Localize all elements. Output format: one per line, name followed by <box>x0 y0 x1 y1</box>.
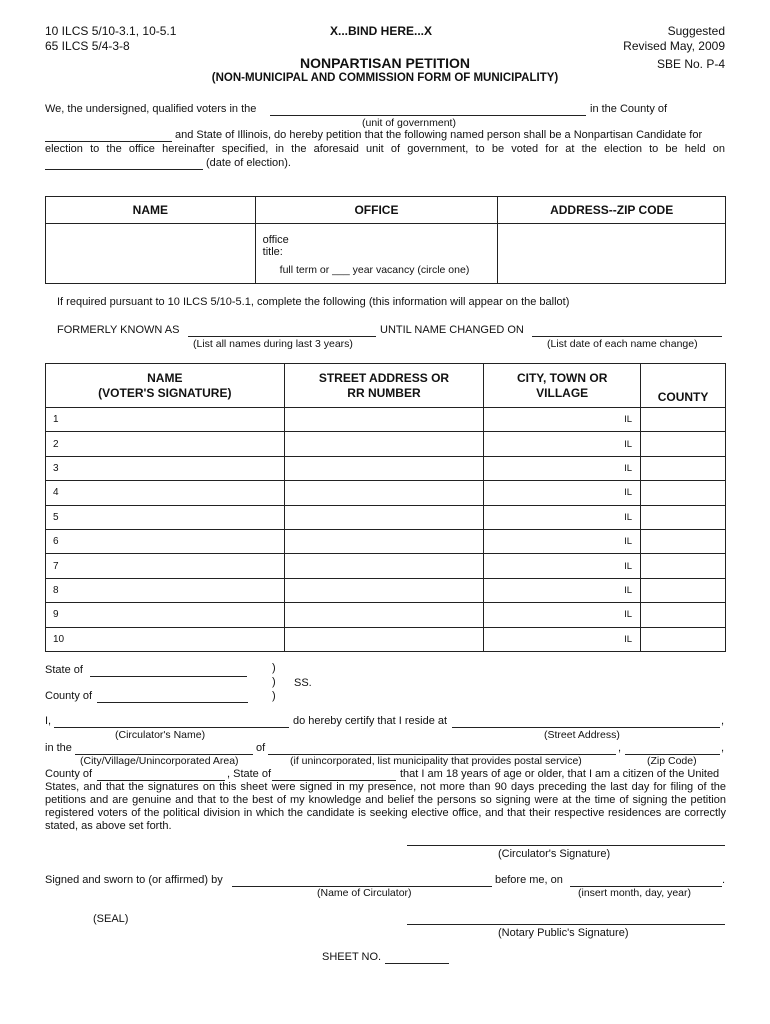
row-number: 10 <box>53 633 65 645</box>
county-cell[interactable] <box>641 456 726 480</box>
age-citizen-text: that I am 18 years of age or older, that I am a citizen of the United <box>400 768 720 780</box>
city-cell[interactable] <box>484 432 641 456</box>
table-row <box>46 408 726 432</box>
before-me-label: before me, on <box>495 874 563 886</box>
affidavit-body-1: States, and that the signatures on this sheet were signed in my presence, not more than 90 days preceding the last day for filing of the <box>45 781 726 793</box>
street-address-caption: (Street Address) <box>544 729 620 741</box>
unit-of-government-caption: (unit of government) <box>362 117 456 129</box>
table-row <box>46 505 726 529</box>
city-cell[interactable] <box>484 627 641 651</box>
list-names-caption: (List all names during last 3 years) <box>193 338 353 350</box>
street-address-cell[interactable] <box>284 529 484 553</box>
street-address-cell[interactable] <box>284 408 484 432</box>
city-cell[interactable] <box>484 408 641 432</box>
voter-name-header-line2: (VOTER'S SIGNATURE) <box>98 385 232 400</box>
voter-signature-cell[interactable] <box>46 505 285 529</box>
insert-date-caption: (insert month, day, year) <box>578 887 692 899</box>
state-of-label-2: , State of <box>227 768 272 780</box>
row-number: 5 <box>53 511 59 523</box>
street-address-field[interactable] <box>452 727 720 728</box>
county-cell[interactable] <box>641 529 726 553</box>
table-row <box>46 529 726 553</box>
candidate-name-header: NAME <box>46 197 256 224</box>
comma-2: , <box>618 742 622 754</box>
row-number: 2 <box>53 438 59 450</box>
affidavit-body-4: stated, as above set forth. <box>45 820 172 832</box>
election-date-field[interactable] <box>45 169 203 170</box>
city-cell[interactable] <box>484 603 641 627</box>
street-address-cell[interactable] <box>284 578 484 602</box>
unit-of-government-field[interactable] <box>270 115 586 116</box>
name-of-circulator-caption: (Name of Circulator) <box>317 887 412 899</box>
city-caption: (City/Village/Unincorporated Area) <box>80 755 239 767</box>
table-row <box>46 627 726 651</box>
city-cell[interactable] <box>484 505 641 529</box>
list-dates-caption: (List date of each name change) <box>547 338 698 350</box>
bracket-2: ) <box>272 676 276 688</box>
statute-reference-1: 10 ILCS 5/10-3.1, 10-5.1 <box>45 24 177 38</box>
i-label: I, <box>45 715 52 727</box>
affidavit-body-3: registered voters of the political division in which the candidate is seeking elective office, and that their respective residences are correctly <box>45 807 726 819</box>
title-label: title: <box>262 246 283 258</box>
formerly-known-as-field[interactable] <box>188 336 376 337</box>
county-of-label-2: County of <box>45 768 93 780</box>
street-address-header-line2: RR NUMBER <box>347 385 421 400</box>
county-field[interactable] <box>45 141 172 142</box>
name-change-date-field[interactable] <box>532 336 722 337</box>
state-abbrev: IL <box>624 536 633 548</box>
until-name-changed-label: UNTIL NAME CHANGED ON <box>380 324 524 336</box>
voter-signature-cell[interactable] <box>46 456 285 480</box>
city-cell[interactable] <box>484 578 641 602</box>
state-abbrev: IL <box>624 584 633 596</box>
candidate-office-header: OFFICE <box>255 197 498 224</box>
table-row <box>46 456 726 480</box>
circulator-signature-field[interactable] <box>407 845 725 846</box>
city-header <box>484 364 641 408</box>
signature-table <box>45 363 726 652</box>
voter-signature-cell[interactable] <box>46 481 285 505</box>
voter-signature-cell[interactable] <box>46 578 285 602</box>
row-number: 7 <box>53 560 59 572</box>
county-cell[interactable] <box>641 408 726 432</box>
bracket-1: ) <box>272 662 276 674</box>
voter-signature-cell[interactable] <box>46 627 285 651</box>
sheet-no-label: SHEET NO. <box>322 951 382 963</box>
city-header-line1: CITY, TOWN OR <box>516 370 608 385</box>
street-address-cell[interactable] <box>284 505 484 529</box>
city-header-line2: VILLAGE <box>536 385 589 400</box>
bracket-3: ) <box>272 690 276 702</box>
page-subtitle: (NON-MUNICIPAL AND COMMISSION FORM OF MUNICIPALITY) <box>211 72 559 84</box>
row-number: 8 <box>53 584 59 596</box>
formerly-known-as-label: FORMERLY KNOWN AS <box>57 324 180 336</box>
row-number: 6 <box>53 536 59 548</box>
street-address-header-line1: STREET ADDRESS OR <box>318 370 450 385</box>
candidate-address-header: ADDRESS--ZIP CODE <box>498 197 726 224</box>
candidate-office-cell[interactable] <box>255 224 498 284</box>
candidate-name-cell[interactable] <box>46 224 256 284</box>
city-cell[interactable] <box>484 529 641 553</box>
ss-label: SS. <box>294 677 312 689</box>
street-address-cell[interactable] <box>284 481 484 505</box>
county-cell[interactable] <box>641 505 726 529</box>
period: . <box>722 874 726 886</box>
sheet-no-field[interactable] <box>385 963 449 964</box>
voter-signature-cell[interactable] <box>46 432 285 456</box>
row-number: 1 <box>53 414 59 426</box>
state-abbrev: IL <box>624 511 633 523</box>
county-cell[interactable] <box>641 627 726 651</box>
voter-signature-cell[interactable] <box>46 603 285 627</box>
circulator-name-field[interactable] <box>54 727 289 728</box>
comma-3: , <box>721 742 725 754</box>
candidate-address-cell[interactable] <box>498 224 726 284</box>
state-of-field[interactable] <box>90 676 247 677</box>
table-row <box>46 432 726 456</box>
comma-1: , <box>721 715 725 727</box>
of-label: of <box>256 742 266 754</box>
notary-signature-caption: (Notary Public's Signature) <box>498 927 629 939</box>
state-abbrev: IL <box>624 633 633 645</box>
suggested-label: Suggested <box>667 24 725 38</box>
certify-text: do hereby certify that I reside at <box>293 715 448 727</box>
intro-state-text: and State of Illinois, do hereby petition that the following named person shall be a Nonpartisan Candidate for <box>175 129 703 141</box>
state-abbrev: IL <box>624 560 633 572</box>
revised-date: Revised May, 2009 <box>623 39 725 53</box>
table-row <box>46 481 726 505</box>
table-row <box>46 578 726 602</box>
signed-sworn-label: Signed and sworn to (or affirmed) by <box>45 874 223 886</box>
county-of-field[interactable] <box>97 702 248 703</box>
unincorporated-caption: (if unincorporated, list municipality that provides postal service) <box>290 755 582 767</box>
city-cell[interactable] <box>484 481 641 505</box>
state-abbrev: IL <box>624 438 633 450</box>
row-number: 4 <box>53 487 59 499</box>
signature-rows <box>46 408 726 652</box>
street-address-cell[interactable] <box>284 554 484 578</box>
row-number: 9 <box>53 609 59 621</box>
table-row <box>46 554 726 578</box>
term-selection: full term or ___ year vacancy (circle one) <box>279 264 470 276</box>
street-address-cell[interactable] <box>284 603 484 627</box>
voter-signature-cell[interactable] <box>46 554 285 578</box>
in-the-label: in the <box>45 742 72 754</box>
state-abbrev: IL <box>624 414 633 426</box>
county-of-label: County of <box>45 690 93 702</box>
county-cell[interactable] <box>641 481 726 505</box>
state-abbrev: IL <box>624 487 633 499</box>
bind-here-label: X...BIND HERE...X <box>330 24 433 38</box>
state-abbrev: IL <box>624 462 633 474</box>
voter-name-header-line1: NAME <box>147 370 183 385</box>
city-cell[interactable] <box>484 456 641 480</box>
circulator-name-caption: (Circulator's Name) <box>115 729 206 741</box>
city-cell[interactable] <box>484 554 641 578</box>
street-address-cell[interactable] <box>284 456 484 480</box>
page-title: NONPARTISAN PETITION <box>299 55 471 71</box>
intro-date-of-election: (date of election). <box>206 157 291 169</box>
form-number: SBE No. P-4 <box>656 57 725 71</box>
voter-name-header <box>46 364 285 408</box>
affidavit-body-2: petitions and are genuine and that to the best of my knowledge and belief the persons so signing were at the time of signing the petition <box>45 794 726 806</box>
county-header: COUNTY <box>641 364 726 408</box>
circulator-signature-caption: (Circulator's Signature) <box>498 848 611 860</box>
statute-reference-2: 65 ILCS 5/4-3-8 <box>45 39 130 53</box>
zip-code-caption: (Zip Code) <box>647 755 697 767</box>
voter-signature-cell[interactable] <box>46 408 285 432</box>
seal-label: (SEAL) <box>93 913 129 925</box>
intro-election-text: election to the office hereinafter specified, in the aforesaid unit of government, to be voted for at the election to be held on <box>45 143 725 155</box>
county-cell[interactable] <box>641 603 726 627</box>
state-abbrev: IL <box>624 609 633 621</box>
intro-in-county-of: in the County of <box>590 103 668 115</box>
county-cell[interactable] <box>641 554 726 578</box>
former-name-required-text: If required pursuant to 10 ILCS 5/10-5.1, complete the following (this information will appear on the ballot) <box>57 296 570 308</box>
state-of-label: State of <box>45 664 83 676</box>
candidate-table <box>45 196 726 284</box>
table-row <box>46 603 726 627</box>
row-number: 3 <box>53 462 59 474</box>
notary-signature-field[interactable] <box>407 924 725 925</box>
street-address-cell[interactable] <box>284 627 484 651</box>
county-cell[interactable] <box>641 432 726 456</box>
street-address-header <box>284 364 484 408</box>
office-label: office <box>262 234 289 246</box>
intro-we-undersigned: We, the undersigned, qualified voters in the <box>45 103 257 115</box>
county-cell[interactable] <box>641 578 726 602</box>
street-address-cell[interactable] <box>284 432 484 456</box>
voter-signature-cell[interactable] <box>46 529 285 553</box>
